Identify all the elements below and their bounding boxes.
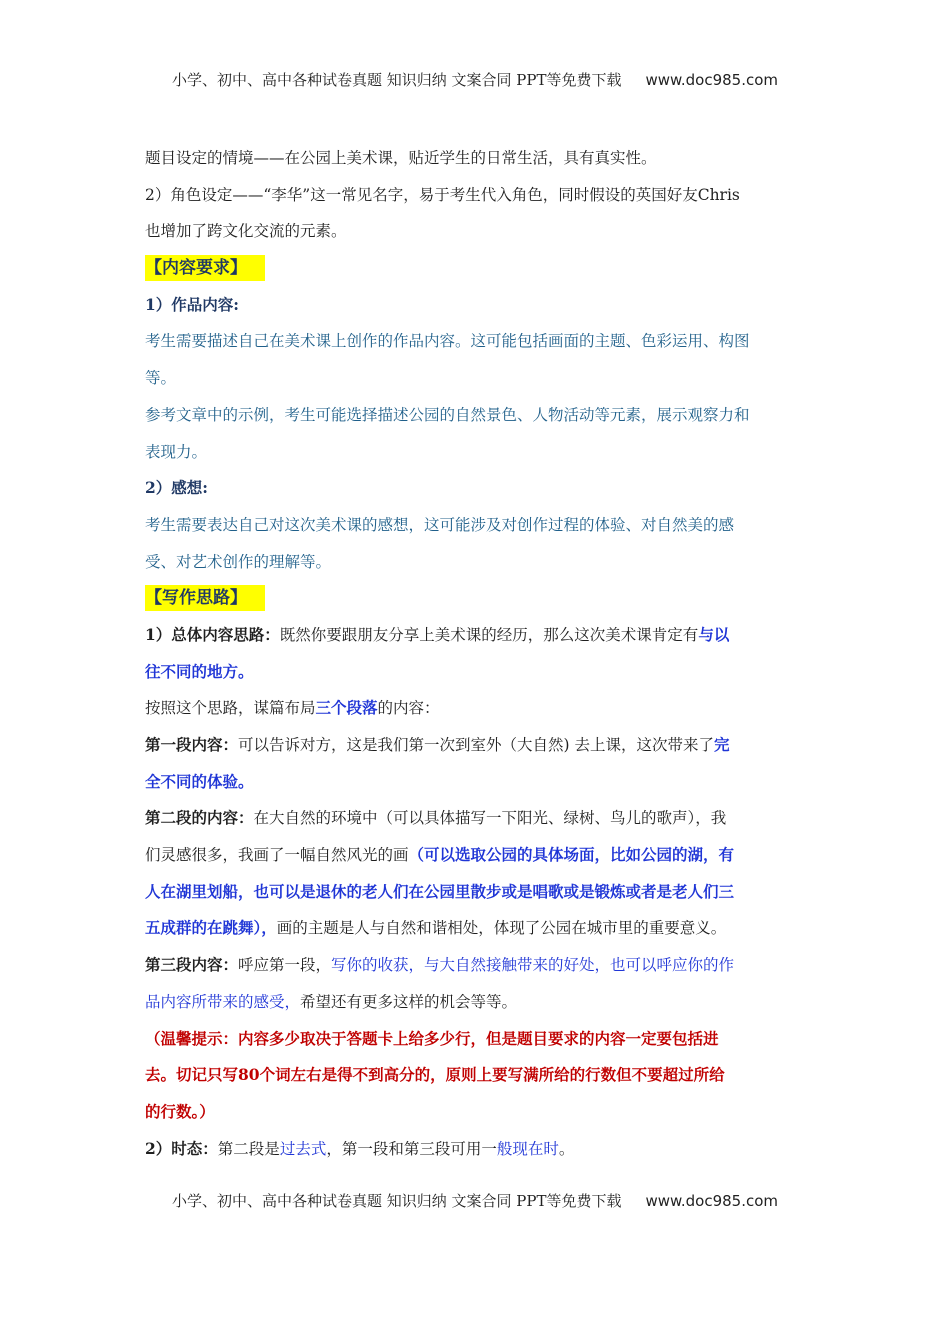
tense-label: 2）时态：: [145, 1138, 218, 1158]
tense-emphasis-2: 般现在时: [496, 1139, 559, 1158]
footer-text: 小学、初中、高中各种试卷真题 知识归纳 文案合同 PPT等免费下载: [171, 1192, 622, 1210]
item2-title: 2）感想:: [145, 478, 209, 498]
tense-text-2: ，第一段和第三段可用一: [326, 1139, 497, 1158]
paragraph2-emphasis-3: 五成群的在跳舞），: [145, 918, 277, 938]
paragraph2-line-1: [145, 800, 809, 837]
paragraph3-text-2: 希望还有更多这样的机会等等。: [300, 992, 518, 1011]
paragraph1-line-1: [145, 727, 809, 764]
tip-line-3: 的行数。）: [145, 1101, 215, 1121]
tense-line: [145, 1131, 809, 1168]
intro-line-1: 题目设定的情境——在公园上美术课，贴近学生的日常生活，具有真实性。: [145, 149, 657, 167]
tip-line-1: （温馨提示：内容多少取决于答题卡上给多少行，但是题目要求的内容一定要包括进: [145, 1028, 719, 1048]
item2-line-1: 考生需要表达自己对这次美术课的感想，这可能涉及对创作过程的体验、对自然美的感: [145, 515, 735, 534]
layout-post: 的内容：: [377, 699, 440, 718]
page-footer: [0, 1191, 950, 1211]
document-body: [145, 140, 809, 1167]
paragraph3-line-2: [145, 984, 809, 1021]
paragraph2-line-4: [145, 910, 809, 947]
page-header: [0, 70, 950, 90]
paragraph1-label: 第一段内容：: [145, 735, 239, 754]
paragraph1-text: 可以告诉对方，这是我们第一次到室外（大自然) 去上课，这次带来了: [238, 736, 714, 754]
paragraph3-line-1: [145, 947, 809, 984]
content-requirements-heading: 【内容要求】: [145, 255, 265, 281]
paragraph1-emphasis-1: 完: [714, 735, 730, 754]
writing-heading: 【写作思路】: [145, 585, 265, 611]
tense-emphasis-1: 过去式: [279, 1139, 327, 1158]
overall-label: 1）总体内容思路：: [145, 624, 280, 644]
writing-heading-row: [145, 580, 809, 617]
item2-line-2: 受、对艺术创作的理解等。: [145, 552, 332, 571]
overall-emphasis-1: 与以: [698, 624, 730, 644]
item1-line-3: 参考文章中的示例，考生可能选择描述公园的自然景色、人物活动等元素，展示观察力和: [145, 405, 750, 424]
intro-line-2: 2）角色设定——“李华”这一常见名字，易于考生代入角色，同时假设的英国好友Chris: [145, 185, 740, 204]
layout-pre: 按照这个思路，谋篇布局: [145, 699, 316, 718]
paragraph2-emphasis-2: 人在湖里划船，也可以是退休的老人们在公园里散步或是唱歌或是锻炼或者是老人们三: [145, 881, 735, 901]
layout-emphasis: 三个段落: [315, 698, 378, 718]
tense-text-3: 。: [558, 1139, 575, 1158]
paragraph3-text-1: 呼应第一段，: [238, 956, 332, 975]
footer-url[interactable]: www.doc985.com: [645, 1192, 779, 1210]
paragraph2-text-2: 们灵感很多，我画了一幅自然风光的画: [145, 846, 409, 865]
tense-text-1: 第二段是: [217, 1139, 280, 1158]
paragraph1-emphasis-2: 全不同的体验。: [145, 771, 254, 791]
paragraph2-text-3: 画的主题是人与自然和谐相处，体现了公园在城市里的重要意义。: [276, 919, 727, 938]
overall-text: 既然你要跟朋友分享上美术课的经历，那么这次美术课肯定有: [279, 625, 699, 644]
paragraph2-emphasis-1: （可以选取公园的具体场面，比如公园的湖，有: [408, 845, 735, 865]
paragraph2-label: 第二段的内容：: [145, 808, 254, 828]
paragraph3-emphasis-1: 写你的收获，与大自然接触带来的好处，也可以呼应你的作: [331, 956, 735, 975]
overall-emphasis-2: 往不同的地方。: [145, 661, 254, 681]
item1-line-1: 考生需要描述自己在美术课上创作的作品内容。这可能包括画面的主题、色彩运用、构图: [145, 332, 750, 351]
header-text: 小学、初中、高中各种试卷真题 知识归纳 文案合同 PPT等免费下载: [171, 71, 622, 89]
layout-line: [145, 690, 809, 727]
intro-line-3: 也增加了跨文化交流的元素。: [145, 222, 347, 241]
content-requirements-heading-row: [145, 250, 809, 287]
overall-line-1: [145, 617, 809, 654]
paragraph3-label: 第三段内容：: [145, 955, 239, 975]
paragraph2-line-2: [145, 837, 809, 874]
item1-line-2: 等。: [145, 369, 177, 388]
item1-title: 1）作品内容:: [145, 294, 240, 314]
paragraph3-emphasis-2: 品内容所带来的感受，: [145, 992, 301, 1011]
tip-line-2: 去。切记只写80个词左右是得不到高分的，原则上要写满所给的行数但不要超过所给: [145, 1065, 725, 1085]
header-url[interactable]: www.doc985.com: [645, 71, 779, 89]
paragraph2-text-1: 在大自然的环境中（可以具体描写一下阳光、绿树、鸟儿的歌声），我: [253, 809, 727, 828]
item1-line-4: 表现力。: [145, 442, 208, 461]
